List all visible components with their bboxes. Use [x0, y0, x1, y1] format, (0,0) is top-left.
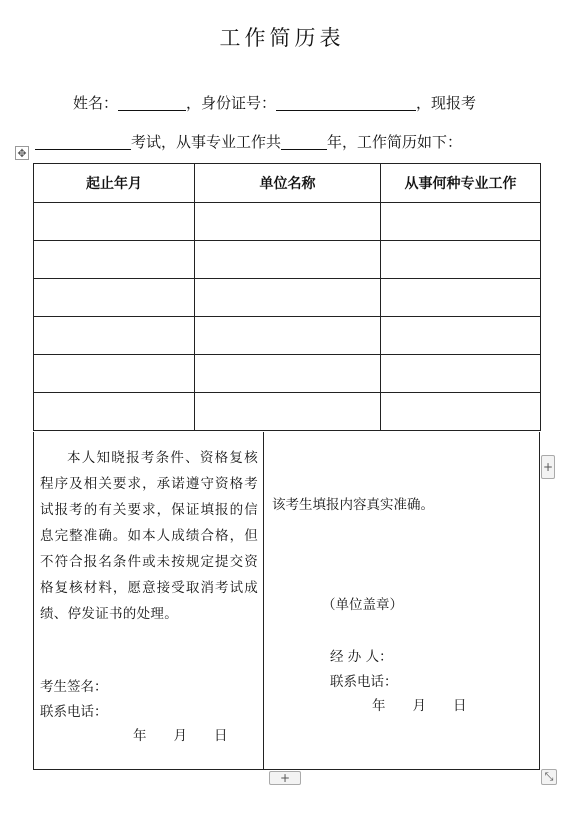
candidate-date[interactable]: 年 月 日 — [133, 728, 228, 744]
table-cell[interactable] — [195, 355, 381, 393]
table-row — [34, 279, 541, 317]
table-row — [34, 355, 541, 393]
table-cell[interactable] — [34, 393, 195, 431]
table-cell[interactable] — [381, 393, 541, 431]
exam-blank[interactable] — [35, 133, 131, 150]
years-blank[interactable] — [281, 133, 327, 150]
unit-phone-label[interactable]: 联系电话： — [330, 674, 398, 690]
id-blank[interactable] — [276, 94, 416, 111]
handler-label[interactable]: 经 办 人： — [330, 649, 393, 665]
table-cell[interactable] — [195, 241, 381, 279]
candidate-phone-label[interactable]: 联系电话： — [40, 704, 108, 720]
table-row — [34, 203, 541, 241]
id-label: ，身份证号： — [186, 94, 277, 112]
add-row-plus-icon[interactable]: + — [269, 771, 301, 785]
table-cell[interactable] — [195, 317, 381, 355]
table-cell[interactable] — [195, 203, 381, 241]
table-cell[interactable] — [381, 279, 541, 317]
move-icon[interactable]: ✥ — [15, 146, 29, 160]
table-cell[interactable] — [195, 393, 381, 431]
page-title: 工作简历表 — [219, 26, 345, 50]
table-cell[interactable] — [381, 203, 541, 241]
table-row — [34, 241, 541, 279]
table-cell[interactable] — [381, 317, 541, 355]
table-cell[interactable] — [34, 241, 195, 279]
exam-label: ，现报考 — [416, 94, 477, 112]
table-cell[interactable] — [34, 355, 195, 393]
intro-line-2 — [35, 131, 462, 152]
signature-label[interactable]: 考生签名： — [40, 679, 108, 695]
declaration-divider — [263, 432, 264, 770]
table-cell[interactable] — [195, 279, 381, 317]
intro-line-1 — [73, 92, 476, 113]
unit-date[interactable]: 年 月 日 — [372, 698, 467, 714]
table-cell[interactable] — [34, 203, 195, 241]
exam-suffix: 考试，从事专业工作共 — [131, 133, 282, 151]
table-header-row — [34, 164, 541, 203]
years-suffix: 年，工作简历如下： — [327, 133, 463, 151]
table-row — [34, 317, 541, 355]
resize-icon[interactable]: ⤡ — [541, 769, 557, 785]
table-cell[interactable] — [381, 241, 541, 279]
header-profession: 从事何种专业工作 — [381, 164, 541, 203]
table-cell[interactable] — [34, 317, 195, 355]
unit-seal[interactable]: （单位盖章） — [322, 597, 403, 613]
candidate-pledge[interactable]: 本人知晓报考条件、资格复核程序及相关要求，承诺遵守资格考试报考的有关要求，保证填报的信息完整准确。如本人成绩合格，但不符合报名条件或未按规定提交资格复核材料，愿意接受取消考试成绩、停发证书的处理。 — [40, 450, 258, 622]
table-row — [34, 393, 541, 431]
add-column-plus-icon[interactable]: + — [541, 455, 555, 479]
table-cell[interactable] — [381, 355, 541, 393]
header-period: 起止年月 — [34, 164, 195, 203]
name-label: 姓名： — [73, 94, 119, 112]
name-blank[interactable] — [118, 94, 186, 111]
header-employer: 单位名称 — [195, 164, 381, 203]
verification-text[interactable]: 该考生填报内容真实准确。 — [272, 497, 434, 513]
table-cell[interactable] — [34, 279, 195, 317]
resume-table — [33, 163, 541, 431]
